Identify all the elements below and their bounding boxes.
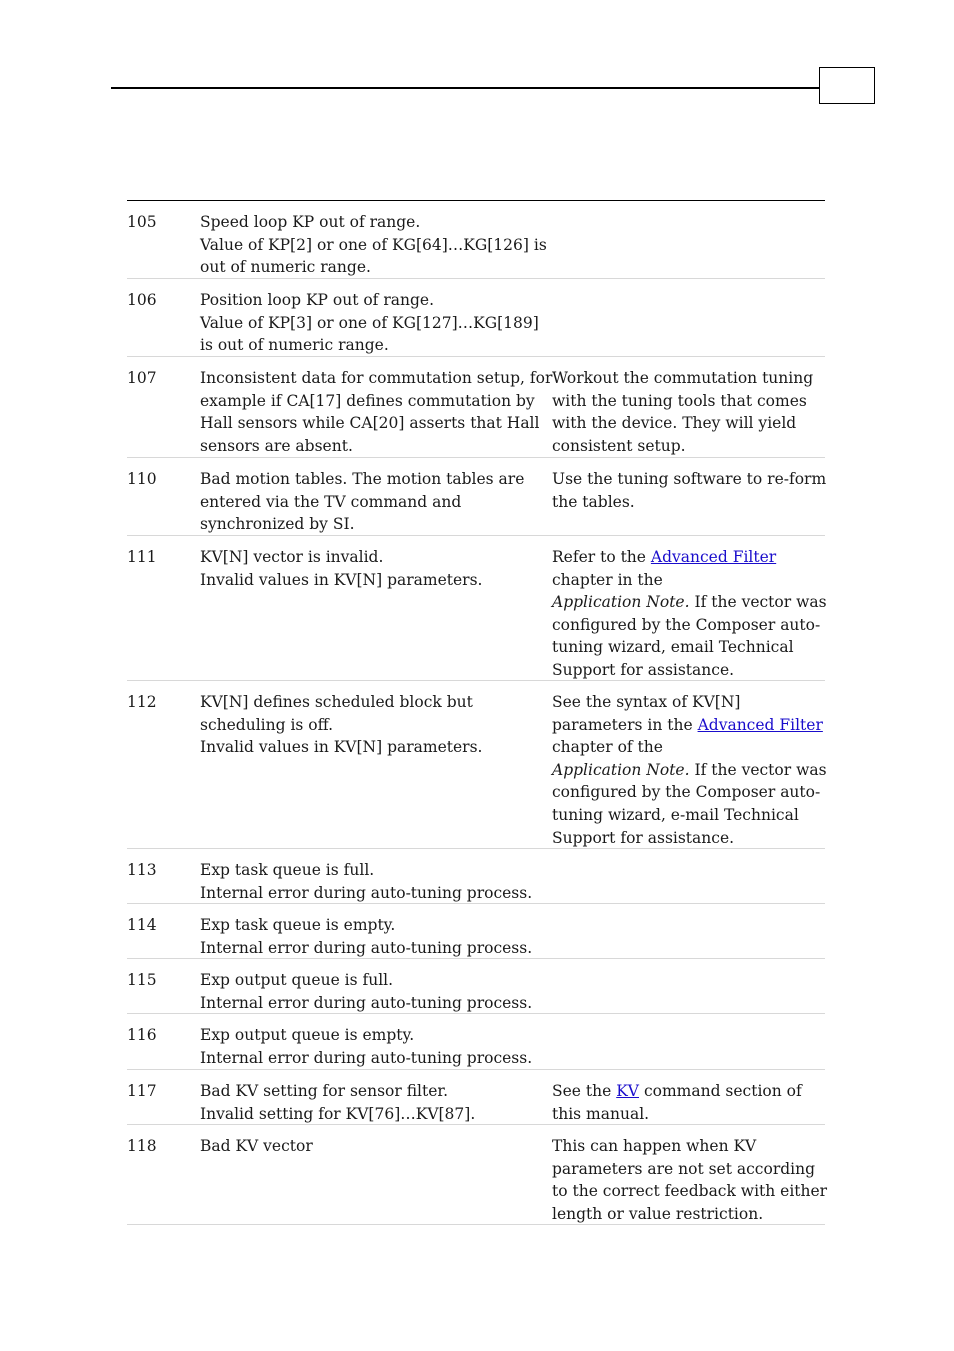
error-code: 111 <box>127 548 157 566</box>
action-line: Support for assistance. <box>552 828 735 847</box>
description-line: Invalid setting for KV[76]…KV[87]. <box>200 1104 476 1123</box>
corrective-action <box>552 289 825 356</box>
advanced-filter-link[interactable]: Advanced Filter <box>650 548 777 566</box>
action-line: tuning wizard, e-mail Technical <box>552 805 799 824</box>
page-number-box <box>819 67 875 104</box>
description-line: Bad KV vector <box>200 1137 313 1155</box>
description-line: Bad KV setting for sensor filter. <box>200 1082 449 1100</box>
error-code: 114 <box>127 916 157 934</box>
error-code: 113 <box>127 861 157 879</box>
action-line <box>552 591 825 614</box>
kv-link[interactable]: KV <box>616 1082 639 1100</box>
table-row <box>127 458 825 536</box>
error-code-table <box>127 200 828 1225</box>
table-row <box>127 904 825 959</box>
description-line: Exp task queue is full. <box>200 861 375 879</box>
table-row <box>127 1125 828 1225</box>
corrective-action <box>552 211 825 278</box>
action-text: parameters in the <box>552 715 693 734</box>
description-line: Exp output queue is full. <box>200 971 394 989</box>
description-line: KV[N] defines scheduled block but <box>200 693 473 711</box>
table-row <box>127 536 825 681</box>
action-line: configured by the Composer auto- <box>552 615 821 634</box>
table-row <box>127 357 825 458</box>
application-note-title: Application Note. <box>552 593 690 612</box>
action-line: Support for assistance. <box>552 660 735 679</box>
action-line: chapter of the <box>552 738 663 757</box>
corrective-action <box>552 468 825 535</box>
corrective-action <box>552 367 825 457</box>
error-description <box>200 1080 552 1124</box>
description-line: Exp output queue is empty. <box>200 1026 415 1044</box>
description-line: Exp task queue is empty. <box>200 916 396 934</box>
description-line: Value of KP[2] or one of KG[64]…KG[126] is <box>200 235 547 254</box>
action-text: Refer to the <box>552 548 646 566</box>
description-line: KV[N] vector is invalid. <box>200 548 384 566</box>
action-text: If the vector was <box>694 760 827 779</box>
error-code: 110 <box>127 470 157 488</box>
description-line: Hall sensors while CA[20] asserts that Hall <box>200 414 540 433</box>
error-description <box>200 1024 552 1069</box>
description-line: Inconsistent data for commutation setup, for <box>200 369 553 387</box>
corrective-action <box>552 969 825 1013</box>
corrective-action <box>552 1135 828 1224</box>
error-code: 112 <box>127 693 157 711</box>
description-line: Invalid values in KV[N] parameters. <box>200 570 483 589</box>
corrective-action <box>552 914 825 958</box>
description-line: Internal error during auto-tuning process. <box>200 1048 533 1067</box>
description-line: Invalid values in KV[N] parameters. <box>200 738 483 757</box>
error-description <box>200 914 552 958</box>
error-description <box>200 859 552 903</box>
advanced-filter-link[interactable]: Advanced Filter <box>697 715 823 734</box>
description-line: Internal error during auto-tuning process. <box>200 938 533 957</box>
table-row <box>127 1014 825 1070</box>
error-code: 115 <box>127 971 157 989</box>
description-line: entered via the TV command and <box>200 492 462 511</box>
description-line: Position loop KP out of range. <box>200 291 434 309</box>
table-row <box>127 681 825 849</box>
action-line: with the tuning tools that comes <box>552 391 807 410</box>
action-line: consistent setup. <box>552 436 686 455</box>
action-text: See the <box>552 1082 612 1100</box>
description-line: synchronized by SI. <box>200 515 355 534</box>
header-rule <box>111 87 819 89</box>
error-code: 118 <box>127 1137 157 1155</box>
action-line: configured by the Composer auto- <box>552 783 821 802</box>
error-description <box>200 969 552 1013</box>
error-description <box>200 691 552 848</box>
action-line: See the syntax of KV[N] <box>552 693 741 711</box>
action-text: command section of <box>643 1082 802 1100</box>
description-line: example if CA[17] defines commutation by <box>200 391 535 410</box>
action-line: chapter in the <box>552 570 663 589</box>
action-line <box>552 714 825 737</box>
action-line: to the correct feedback with either <box>552 1182 828 1201</box>
action-line: the tables. <box>552 492 635 511</box>
table-row <box>127 959 825 1014</box>
action-line <box>552 1080 825 1103</box>
error-code: 105 <box>127 213 157 231</box>
corrective-action <box>552 691 825 848</box>
error-description <box>200 468 552 535</box>
error-description <box>200 211 552 278</box>
description-line: Internal error during auto-tuning process. <box>200 993 533 1012</box>
action-text: If the vector was <box>694 593 827 612</box>
description-line: out of numeric range. <box>200 258 371 277</box>
error-description <box>200 367 552 457</box>
error-description <box>200 546 552 680</box>
error-code: 106 <box>127 291 157 309</box>
description-line: is out of numeric range. <box>200 336 389 355</box>
table-row <box>127 1070 825 1125</box>
corrective-action <box>552 546 825 680</box>
error-code: 107 <box>127 369 157 387</box>
table-row <box>127 201 825 279</box>
error-description <box>200 289 552 356</box>
action-line: tuning wizard, email Technical <box>552 638 794 657</box>
description-line: Bad motion tables. The motion tables are <box>200 470 525 488</box>
corrective-action <box>552 1024 825 1069</box>
action-line: Use the tuning software to re-form <box>552 470 827 488</box>
application-note-title: Application Note. <box>552 760 690 779</box>
description-line: Speed loop KP out of range. <box>200 213 421 231</box>
action-line: parameters are not set according <box>552 1159 816 1178</box>
description-line: scheduling is off. <box>200 715 333 734</box>
description-line: sensors are absent. <box>200 436 353 455</box>
action-line: Workout the commutation tuning <box>552 369 814 387</box>
corrective-action <box>552 1080 825 1124</box>
error-description <box>200 1135 552 1224</box>
action-line: with the device. They will yield <box>552 414 797 433</box>
error-code: 117 <box>127 1082 157 1100</box>
action-line: this manual. <box>552 1104 650 1123</box>
action-line: This can happen when KV <box>552 1137 757 1155</box>
action-line <box>552 759 825 782</box>
error-code: 116 <box>127 1026 157 1044</box>
action-line <box>552 546 825 569</box>
description-line: Internal error during auto-tuning process. <box>200 883 533 902</box>
table-row <box>127 279 825 357</box>
action-line: length or value restriction. <box>552 1204 764 1223</box>
description-line: Value of KP[3] or one of KG[127]…KG[189] <box>200 313 539 332</box>
corrective-action <box>552 859 825 903</box>
table-row <box>127 849 825 904</box>
